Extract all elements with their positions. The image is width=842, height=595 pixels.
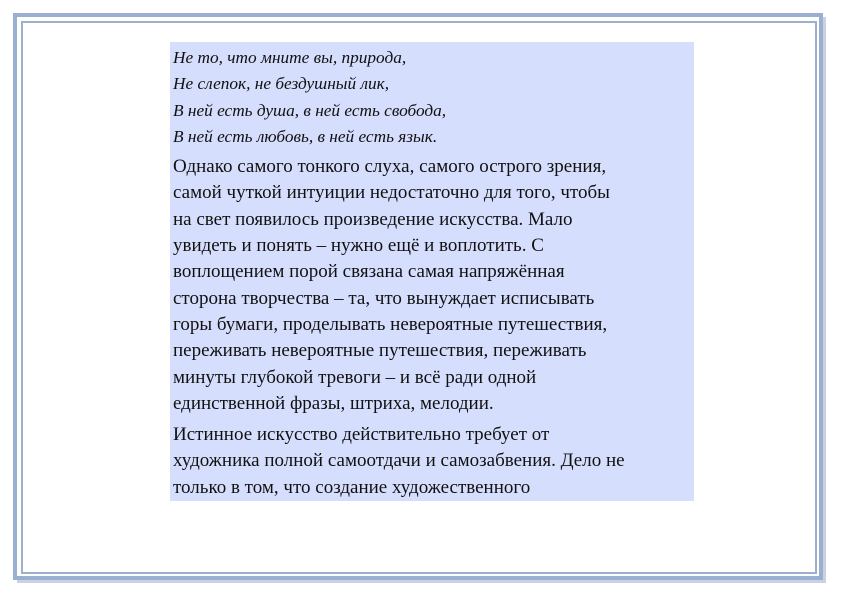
poem-line: Не слепок, не бездушный лик, [173,74,390,94]
paragraph-line: увидеть и понять – нужно ещё и воплотить. С [173,235,544,257]
paragraph-line: только в том, что создание художественного [173,476,531,498]
poem-quote [173,42,690,150]
paragraph-line: минуты глубокой тревоги – и всё ради одной [173,366,537,388]
paragraph-1 [173,154,690,417]
text-block [170,42,694,501]
paragraph-line: горы бумаги, проделывать невероятные путешествия, [173,313,608,335]
poem-line: Не то, что мните вы, природа, [173,48,407,67]
paragraph-line: художника полной самоотдачи и самозабвения. Дело не [173,450,625,472]
paragraph-line: Однако самого тонкого слуха, самого острого зрения, [173,156,607,178]
paragraph-line: самой чуткой интуиции недостаточно для того, чтобы [173,182,610,204]
frame-shadow-right [823,17,826,583]
paragraph-line: переживать невероятные путешествия, переживать [173,340,587,362]
paragraph-line: сторона творчества – та, что вынуждает исписывать [173,287,595,309]
frame-shadow-bottom [17,580,826,583]
poem-line: В ней есть любовь, в ней есть язык. [173,126,438,146]
paragraph-line: на свет появилось произведение искусства. Мало [173,208,573,230]
paragraph-line: Истинное искусство действительно требует от [173,424,550,446]
poem-line: В ней есть душа, в ней есть свобода, [173,100,447,120]
paragraph-2 [173,422,690,501]
paragraph-line: воплощением порой связана самая напряжённая [173,261,565,283]
paragraph-line: единственной фразы, штриха, мелодии. [173,392,494,414]
